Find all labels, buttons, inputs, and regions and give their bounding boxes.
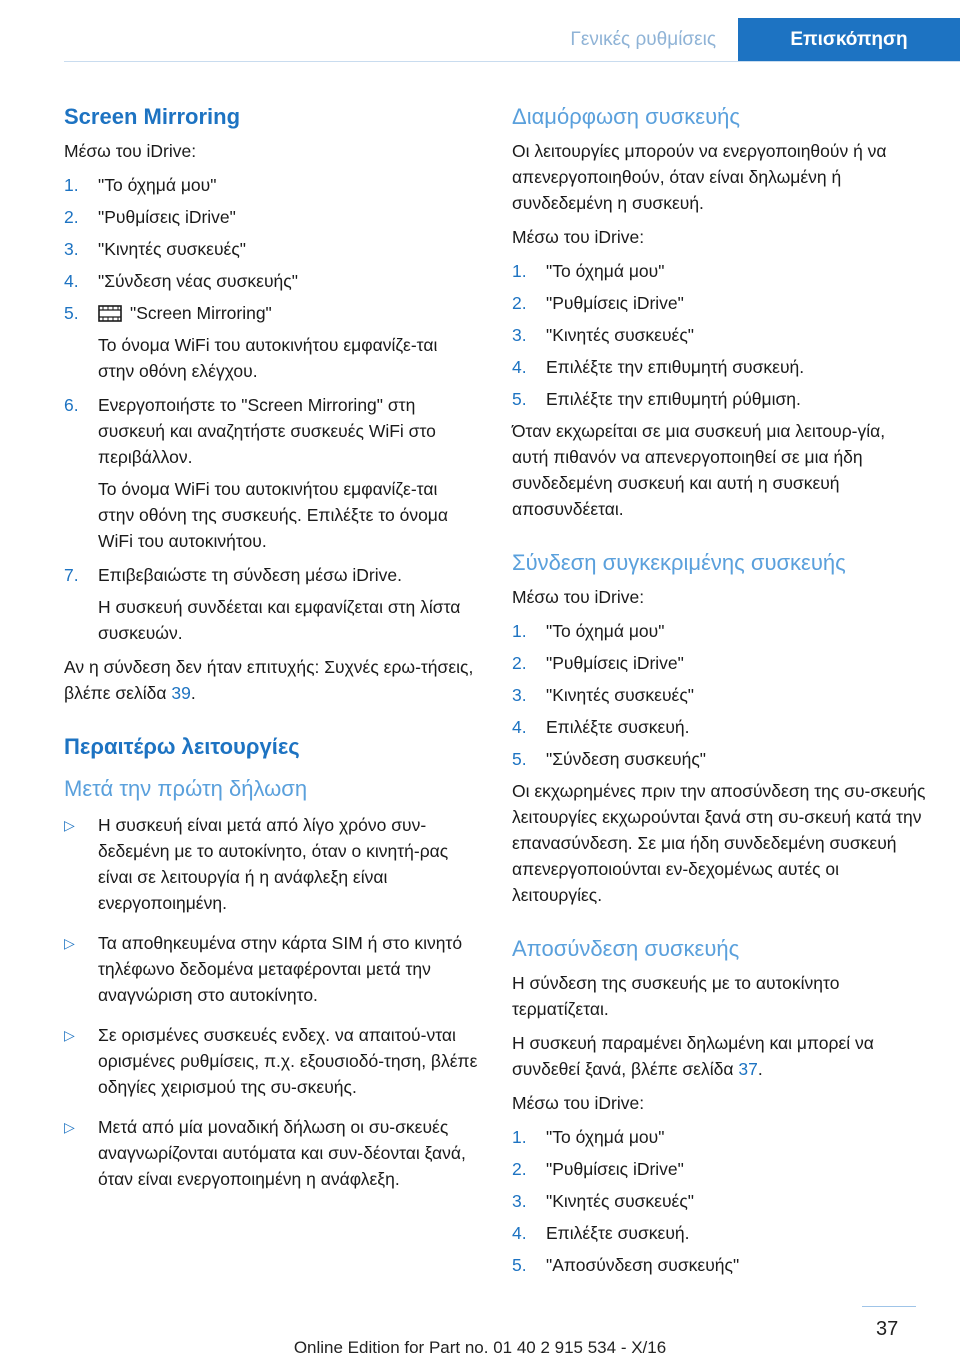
- triangle-bullet-icon: ▷: [64, 1119, 75, 1135]
- triangle-bullet-icon: ▷: [64, 817, 75, 833]
- list-item: 4. Επιλέξτε συσκευή.: [512, 717, 690, 737]
- list-item: 6. Ενεργοποιήστε το "Screen Mirroring" στη συσκευή και αναζητήστε συσκευές WiFi στο περιβάλλον.: [64, 395, 436, 467]
- list-item: ▷ Μετά από μία μοναδική δήλωση οι συ-σκευές αναγνωρίζονται αυτόματα και συν-δέονται ξανά, όταν είναι ενεργοποιημένη η ανάφλεξη.: [64, 1114, 478, 1192]
- paragraph: Η σύνδεση της συσκευής με το αυτοκίνητο τερματίζεται.: [512, 973, 840, 1019]
- via-idrive-text: Μέσω του iDrive:: [64, 141, 197, 161]
- list-item: ▷ Τα αποθηκευμένα στην κάρτα SIM ή στο κινητό τηλέφωνο δεδομένα μεταφέρονται μετά την αναγνώριση στο αυτοκίνητο.: [64, 930, 478, 1008]
- right-column: [512, 100, 926, 1284]
- footer-edition: Online Edition for Part no. 01 40 2 915 534 - X/16: [293, 1338, 667, 1357]
- paragraph: Οι εκχωρημένες πριν την αποσύνδεση της συ-σκευής λειτουργίες εκχωρούνται ξανά στη συ-σκευή κατά την επανασύνδεση. Σε μια ήδη συνδεδεμένη συσκευή απενεργοποιούνται εν-δεχομένως αυτές οι λειτουργίες.: [512, 781, 926, 905]
- list-item: 2. "Ρυθμίσεις iDrive": [512, 653, 684, 673]
- paragraph: Οι λειτουργίες μπορούν να ενεργοποιηθούν ή να απενεργοποιηθούν, όταν είναι δηλωμένη ή συνδεδεμένη η συσκευή.: [512, 141, 887, 213]
- list-item: 2. "Ρυθμίσεις iDrive": [64, 207, 236, 227]
- step-note: Η συσκευή συνδέεται και εμφανίζεται στη λίστα συσκευών.: [98, 597, 461, 643]
- paragraph: Όταν εκχωρείται σε μια συσκευή μια λειτουρ-γία, αυτή πιθανόν να απενεργοποιηθεί σε μια ήδη συνδεδεμένη συσκευή και αυτή η συσκευή αποσυνδέεται.: [512, 421, 886, 519]
- list-item: 2. "Ρυθμίσεις iDrive": [512, 1159, 684, 1179]
- tab-overview[interactable]: Επισκόπηση: [738, 18, 960, 61]
- list-item: 1. "Το όχημά μου": [64, 175, 217, 195]
- list-item: 1. "Το όχημά μου": [512, 621, 665, 641]
- list-item: ▷ Η συσκευή είναι μετά από λίγο χρόνο συν-δεδεμένη με το αυτοκίνητο, όταν ο κινητή-ρας είναι σε λειτουργία ή η ανάφλεξη είναι ενεργοποιημένη.: [64, 812, 478, 916]
- via-idrive-text: Μέσω του iDrive:: [512, 227, 645, 247]
- left-column: [64, 100, 478, 1206]
- connect-steps: [512, 618, 926, 772]
- list-item: 5. Επιλέξτε την επιθυμητή ρύθμιση.: [512, 389, 801, 409]
- tab-general-settings[interactable]: Γενικές ρυθμίσεις: [570, 28, 716, 50]
- triangle-bullet-icon: ▷: [64, 1027, 75, 1043]
- connection-failed-text: Αν η σύνδεση δεν ήταν επιτυχής: Συχνές ερω-τήσεις, βλέπε σελίδα 39.: [64, 657, 474, 703]
- page-link[interactable]: 37: [738, 1059, 758, 1079]
- screen-mirroring-steps-end: [64, 562, 478, 588]
- step-note: Το όνομα WiFi του αυτοκινήτου εμφανίζε-ται στην οθόνη της συσκευής. Επιλέξτε το όνομα WiFi του αυτοκινήτου.: [98, 479, 448, 551]
- step-note: Το όνομα WiFi του αυτοκινήτου εμφανίζε-ται στην οθόνη ελέγχου.: [98, 335, 438, 381]
- header-tabs: [548, 18, 960, 61]
- disconnect-steps: [512, 1124, 926, 1278]
- list-item: 5. "Σύνδεση συσκευής": [512, 749, 706, 769]
- list-item: 4. "Σύνδεση νέας συσκευής": [64, 271, 298, 291]
- page-number: 37: [876, 1318, 899, 1340]
- list-item: 4. Επιλέξτε την επιθυμητή συσκευή.: [512, 357, 805, 377]
- list-item: 1. "Το όχημά μου": [512, 261, 665, 281]
- list-item: 5. "Αποσύνδεση συσκευής": [512, 1255, 740, 1275]
- configuration-steps: [512, 258, 926, 412]
- page-link[interactable]: 39: [171, 683, 191, 703]
- list-item: 1. "Το όχημά μου": [512, 1127, 665, 1147]
- paragraph: Η συσκευή παραμένει δηλωμένη και μπορεί να συνδεθεί ξανά, βλέπε σελίδα 37.: [512, 1033, 874, 1079]
- screen-mirroring-icon: [98, 305, 122, 322]
- list-item: 3. "Κινητές συσκευές": [512, 1191, 695, 1211]
- subsection-title-after-first-registration: Μετά την πρώτη δήλωση: [64, 776, 308, 801]
- list-item: 7. Επιβεβαιώστε τη σύνδεση μέσω iDrive.: [64, 565, 402, 585]
- list-item: 3. "Κινητές συσκευές": [512, 685, 695, 705]
- section-title-device-configuration: Διαμόρφωση συσκευής: [512, 104, 740, 129]
- triangle-bullet-icon: ▷: [64, 935, 75, 951]
- via-idrive-text: Μέσω του iDrive:: [512, 587, 645, 607]
- screen-mirroring-steps: [64, 172, 478, 326]
- registration-bullets: [64, 812, 478, 1192]
- footer-divider: [862, 1306, 916, 1307]
- section-title-disconnect-device: Αποσύνδεση συσκευής: [512, 936, 740, 961]
- via-idrive-text: Μέσω του iDrive:: [512, 1093, 645, 1113]
- list-item: 3. "Κινητές συσκευές": [512, 325, 695, 345]
- screen-mirroring-steps-cont: [64, 392, 478, 470]
- list-item: 5. "Screen Mirroring": [64, 303, 272, 323]
- header-divider: [64, 61, 960, 62]
- list-item: 3. "Κινητές συσκευές": [64, 239, 247, 259]
- list-item: 2. "Ρυθμίσεις iDrive": [512, 293, 684, 313]
- list-item: ▷ Σε ορισμένες συσκευές ενδεχ. να απαιτού-νται ορισμένες ρυθμίσεις, π.χ. εξουσιοδό-τηση, βλέπε οδηγίες χειρισμού της συ-σκευής.: [64, 1022, 478, 1100]
- list-item: 4. Επιλέξτε συσκευή.: [512, 1223, 690, 1243]
- section-title-connect-specific-device: Σύνδεση συγκεκριμένης συσκευής: [512, 550, 846, 575]
- section-title-further-functions: Περαιτέρω λειτουργίες: [64, 734, 300, 759]
- section-title-screen-mirroring: Screen Mirroring: [64, 104, 241, 129]
